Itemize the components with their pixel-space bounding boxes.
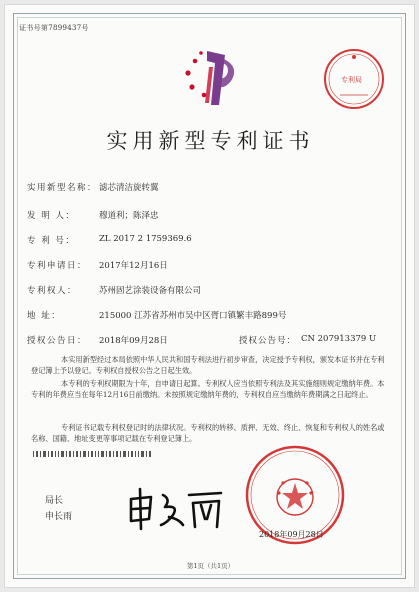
inventor-value: 穆道利；陈泽忠: [99, 211, 159, 221]
inventor-label: 发 明 人：: [27, 211, 76, 221]
paragraph-term: 本专利的专利权期限为十年，自申请日起算。专利权人应当依照专利法及其实施细则规定缴纳年费。本专利的年费应当在每年12月16日前缴纳。未按照规定缴纳年费的，专利权自应当缴纳年费期满之日起终止。: [31, 379, 385, 399]
paragraph-status: 专利证书记载专利权登记时的法律状况。专利权的转移、质押、无效、终止、恢复和专利权人的姓名或名称、国籍、地址变更等事项记载在专利登记簿上。: [31, 423, 385, 443]
patent-number-label: 专 利 号：: [27, 236, 76, 246]
patent-number-value: ZL 2017 2 1759369.6: [99, 234, 192, 244]
page-footer: 第1页（共1页）: [186, 562, 235, 570]
barcode-icon: [33, 451, 153, 457]
seal-date: 2018年09月28日: [259, 530, 324, 539]
address-label: 地 址：: [27, 311, 62, 321]
filing-date-value: 2017年12月16日: [99, 261, 168, 271]
grant-date-value: 2018年09月28日: [99, 336, 168, 346]
name-value: 滤芯清洁旋转翼: [99, 183, 159, 193]
certificate-number: 证书号第7899437号: [19, 24, 89, 32]
director-name: 申长雨: [45, 512, 73, 522]
address-value: 215000 江苏省苏州市吴中区胥口镇繁丰路899号: [99, 311, 287, 321]
paragraph-grant: 本实用新型经过本局依照中华人民共和国专利法进行初步审查，决定授予专利权，颁发本证书并在专利登记簿上予以登记。专利权自授权公告之日起生效。: [31, 355, 385, 375]
patentee-label: 专利权人：: [27, 286, 78, 296]
certificate-title: 实用新型专利证书: [106, 129, 315, 153]
patentee-value: 苏州固艺涂装设备有限公司: [99, 286, 202, 296]
grant-number-label: 授权公告号：: [239, 336, 297, 346]
handwritten-signature-icon: [123, 485, 233, 531]
name-label: 实用新型名称：: [27, 183, 98, 193]
filing-date-label: 专利申请日：: [27, 261, 88, 271]
director-title: 局长: [45, 496, 64, 506]
grant-date-label: 授权公告日：: [27, 336, 88, 346]
certificate-page: [4, 4, 415, 588]
patent-office-emblem-icon: [173, 45, 247, 113]
grant-number-value: CN 207913379 U: [301, 334, 377, 344]
top-seal-text: 专利局: [341, 76, 362, 84]
